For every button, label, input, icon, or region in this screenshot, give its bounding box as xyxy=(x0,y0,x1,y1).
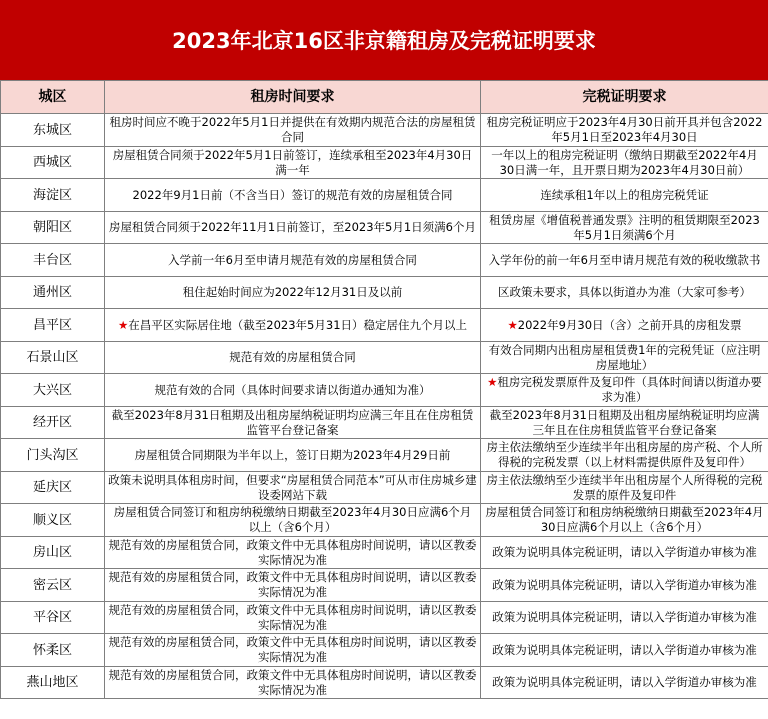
rental-requirement-cell-text: 租房时间应不晚于2022年5月1日并提供在有效期内规范合法的房屋租赁合同 xyxy=(109,115,476,144)
header-tax-proof: 完税证明要求 xyxy=(481,81,768,114)
tax-requirement-cell-text: 政策为说明具体完税证明，请以入学街道办审核为准 xyxy=(492,577,757,592)
tax-requirement-cell xyxy=(481,667,768,699)
page-title: 2023年北京16区非京籍租房及完税证明要求 xyxy=(0,0,768,80)
rental-requirement-cell-text: 规范有效的房屋租赁合同，政策文件中无具体租房时间说明，请以区教委实际情况为准 xyxy=(108,635,477,664)
district-cell: 燕山地区 xyxy=(1,667,105,699)
rental-requirement-cell-text: 房屋租赁合同须于2022年11月1日前签订，至2023年5月1日须满6个月 xyxy=(109,220,476,234)
table-row xyxy=(1,667,768,699)
rental-requirement-cell xyxy=(105,374,481,407)
district-cell: 门头沟区 xyxy=(1,439,105,472)
table-row xyxy=(1,374,768,407)
table-header-row xyxy=(1,81,768,114)
tax-requirement-cell xyxy=(481,212,768,244)
rental-requirement-cell xyxy=(105,114,481,147)
tax-requirement-cell xyxy=(481,537,768,569)
rental-requirement-cell-text: 规范有效的合同（具体时间要求请以街道办通知为准） xyxy=(154,382,431,397)
tax-requirement-cell xyxy=(481,374,768,407)
table-row xyxy=(1,504,768,537)
district-cell: 经开区 xyxy=(1,407,105,439)
tax-requirement-cell-text: 房主依法缴纳至少连续半年出租房屋个人所得税的完税发票的原件及复印件 xyxy=(486,472,763,502)
rental-requirement-cell xyxy=(105,634,481,667)
tax-requirement-cell-text: 连续承租1年以上的租房完税凭证 xyxy=(540,187,709,202)
table-row xyxy=(1,244,768,277)
tax-requirement-cell-text: 一年以上的租房完税证明（缴纳日期截至2022年4月30日满一年，且开票日期为2023年4月30日前） xyxy=(491,147,758,177)
rental-requirement-cell-text: 房屋租赁合同须于2022年5月1日前签订，连续承租至2023年4月30日满一年 xyxy=(112,147,473,177)
tax-requirement-cell xyxy=(481,407,768,439)
district-cell: 东城区 xyxy=(1,114,105,147)
district-cell: 密云区 xyxy=(1,569,105,602)
district-cell: 延庆区 xyxy=(1,472,105,504)
rental-requirement-cell xyxy=(105,407,481,439)
header-rental-time: 租房时间要求 xyxy=(105,81,481,114)
tax-requirement-cell xyxy=(481,277,768,309)
tax-requirement-cell-text: 2022年9月30日（含）之前开具的房租发票 xyxy=(517,317,742,332)
district-cell: 朝阳区 xyxy=(1,212,105,244)
table-row xyxy=(1,147,768,179)
rental-requirement-cell-text: 规范有效的房屋租赁合同，政策文件中无具体租房时间说明，请以区教委实际情况为准 xyxy=(108,667,477,697)
table-row xyxy=(1,602,768,634)
tax-requirement-cell xyxy=(481,602,768,634)
rental-requirement-cell-text: 房屋租赁合同签订和租房纳税缴纳日期截至2023年4月30日应满6个月以上（含6个月） xyxy=(113,505,472,534)
rental-requirement-cell-text: 截至2023年8月31日租期及出租房屋纳税证明均应满三年且在住房租赁监管平台登记备案 xyxy=(111,407,474,437)
tax-requirement-cell xyxy=(481,147,768,179)
district-cell: 石景山区 xyxy=(1,342,105,374)
rental-requirement-cell-text: 在昌平区实际居住地（截至2023年5月31日）稳定居住九个月以上 xyxy=(128,317,468,332)
rental-requirement-cell-text: 房屋租赁合同期限为半年以上，签订日期为2023年4月29日前 xyxy=(134,447,451,462)
tax-requirement-cell xyxy=(481,634,768,667)
rental-requirement-cell xyxy=(105,504,481,537)
table-row xyxy=(1,537,768,569)
rental-requirement-cell-text: 规范有效的房屋租赁合同，政策文件中无具体租房时间说明，请以区教委实际情况为准 xyxy=(108,537,477,567)
rental-requirement-cell xyxy=(105,569,481,602)
tax-requirement-cell-text: 有效合同期内出租房屋租赁费1年的完税凭证（应注明房屋地址） xyxy=(488,342,761,372)
district-cell: 大兴区 xyxy=(1,374,105,407)
tax-requirement-cell-text: 租房完税证明应于2023年4月30日前开具并包含2022年5月1日至2023年4月30日 xyxy=(486,115,763,144)
rental-requirement-cell xyxy=(105,439,481,472)
tax-requirement-cell-text: 政策为说明具体完税证明，请以入学街道办审核为准 xyxy=(492,675,757,689)
district-cell: 顺义区 xyxy=(1,504,105,537)
rental-requirement-cell-text: 规范有效的房屋租赁合同，政策文件中无具体租房时间说明，请以区教委实际情况为准 xyxy=(108,570,477,599)
tax-requirement-cell-text: 截至2023年8月31日租期及出租房屋纳税证明均应满三年且在住房租赁监管平台登记备案 xyxy=(489,407,760,437)
table-row xyxy=(1,179,768,212)
rental-requirement-cell xyxy=(105,147,481,179)
rental-requirement-cell xyxy=(105,537,481,569)
tax-requirement-cell xyxy=(481,569,768,602)
tax-requirement-cell-text: 政策为说明具体完税证明，请以入学街道办审核为准 xyxy=(492,610,757,624)
star-icon: ★ xyxy=(117,317,129,332)
rental-requirement-cell xyxy=(105,244,481,277)
table-row xyxy=(1,114,768,147)
requirements-table xyxy=(0,80,768,699)
header-district: 城区 xyxy=(1,81,105,114)
tax-requirement-cell-text: 政策为说明具体完税证明，请以入学街道办审核为准 xyxy=(492,545,757,559)
table-row xyxy=(1,212,768,244)
rental-requirement-cell xyxy=(105,602,481,634)
rental-requirement-cell xyxy=(105,309,481,342)
district-cell: 海淀区 xyxy=(1,179,105,212)
table-row xyxy=(1,569,768,602)
star-icon: ★ xyxy=(487,375,498,389)
star-icon: ★ xyxy=(507,317,518,332)
tax-requirement-cell-text: 入学年份的前一年6月至申请月规范有效的税收缴款书 xyxy=(488,252,761,267)
tax-requirement-cell-text: 租房完税发票原件及复印件（具体时间请以街道办要求为准） xyxy=(497,375,762,404)
tax-requirement-cell xyxy=(481,244,768,277)
rental-requirement-cell-text: 政策未说明具体租房时间，但要求“房屋租赁合同范本”可从市住房城乡建设委网站下载 xyxy=(108,472,477,502)
district-cell: 房山区 xyxy=(1,537,105,569)
district-cell: 平谷区 xyxy=(1,602,105,634)
tax-requirement-cell xyxy=(481,504,768,537)
tax-requirement-cell-text: 房主依法缴纳至少连续半年出租房屋的房产税、个人所得税的完税发票（以上材料需提供原件及复印件） xyxy=(486,440,763,469)
rental-requirement-cell-text: 规范有效的房屋租赁合同 xyxy=(229,350,356,364)
table-row xyxy=(1,277,768,309)
tax-requirement-cell xyxy=(481,114,768,147)
tax-requirement-cell-text: 政策为说明具体完税证明，请以入学街道办审核为准 xyxy=(492,642,757,657)
rental-requirement-cell-text: 规范有效的房屋租赁合同，政策文件中无具体租房时间说明，请以区教委实际情况为准 xyxy=(108,602,477,632)
tax-requirement-cell-text: 房屋租赁合同签订和租房纳税缴纳日期截至2023年4月30日应满6个月以上（含6个月） xyxy=(485,505,764,534)
rental-requirement-cell-text: 租住起始时间应为2022年12月31日及以前 xyxy=(182,285,403,299)
table-row xyxy=(1,439,768,472)
district-cell: 怀柔区 xyxy=(1,634,105,667)
table-row xyxy=(1,472,768,504)
rental-requirement-cell-text: 入学前一年6月至申请月规范有效的房屋租赁合同 xyxy=(168,252,417,267)
rental-requirement-cell xyxy=(105,472,481,504)
table-row xyxy=(1,634,768,667)
rental-requirement-cell xyxy=(105,342,481,374)
rental-requirement-cell xyxy=(105,212,481,244)
table-body xyxy=(1,114,768,699)
tax-requirement-cell-text: 租赁房屋《增值税普通发票》注明的租赁期限至2023年5月1日须满6个月 xyxy=(489,212,760,242)
rental-requirement-cell-text: 2022年9月1日前（不含当日）签订的规范有效的房屋租赁合同 xyxy=(132,187,453,202)
district-cell: 昌平区 xyxy=(1,309,105,342)
tax-requirement-cell xyxy=(481,179,768,212)
rental-requirement-cell xyxy=(105,179,481,212)
tax-requirement-cell xyxy=(481,342,768,374)
tax-requirement-cell-text: 区政策未要求，具体以街道办为准（大家可参考） xyxy=(498,285,751,299)
rental-requirement-cell xyxy=(105,277,481,309)
tax-requirement-cell xyxy=(481,472,768,504)
table-row xyxy=(1,342,768,374)
rental-requirement-cell xyxy=(105,667,481,699)
table-row xyxy=(1,407,768,439)
district-cell: 丰台区 xyxy=(1,244,105,277)
table-row xyxy=(1,309,768,342)
tax-requirement-cell xyxy=(481,309,768,342)
district-cell: 通州区 xyxy=(1,277,105,309)
tax-requirement-cell xyxy=(481,439,768,472)
district-cell: 西城区 xyxy=(1,147,105,179)
